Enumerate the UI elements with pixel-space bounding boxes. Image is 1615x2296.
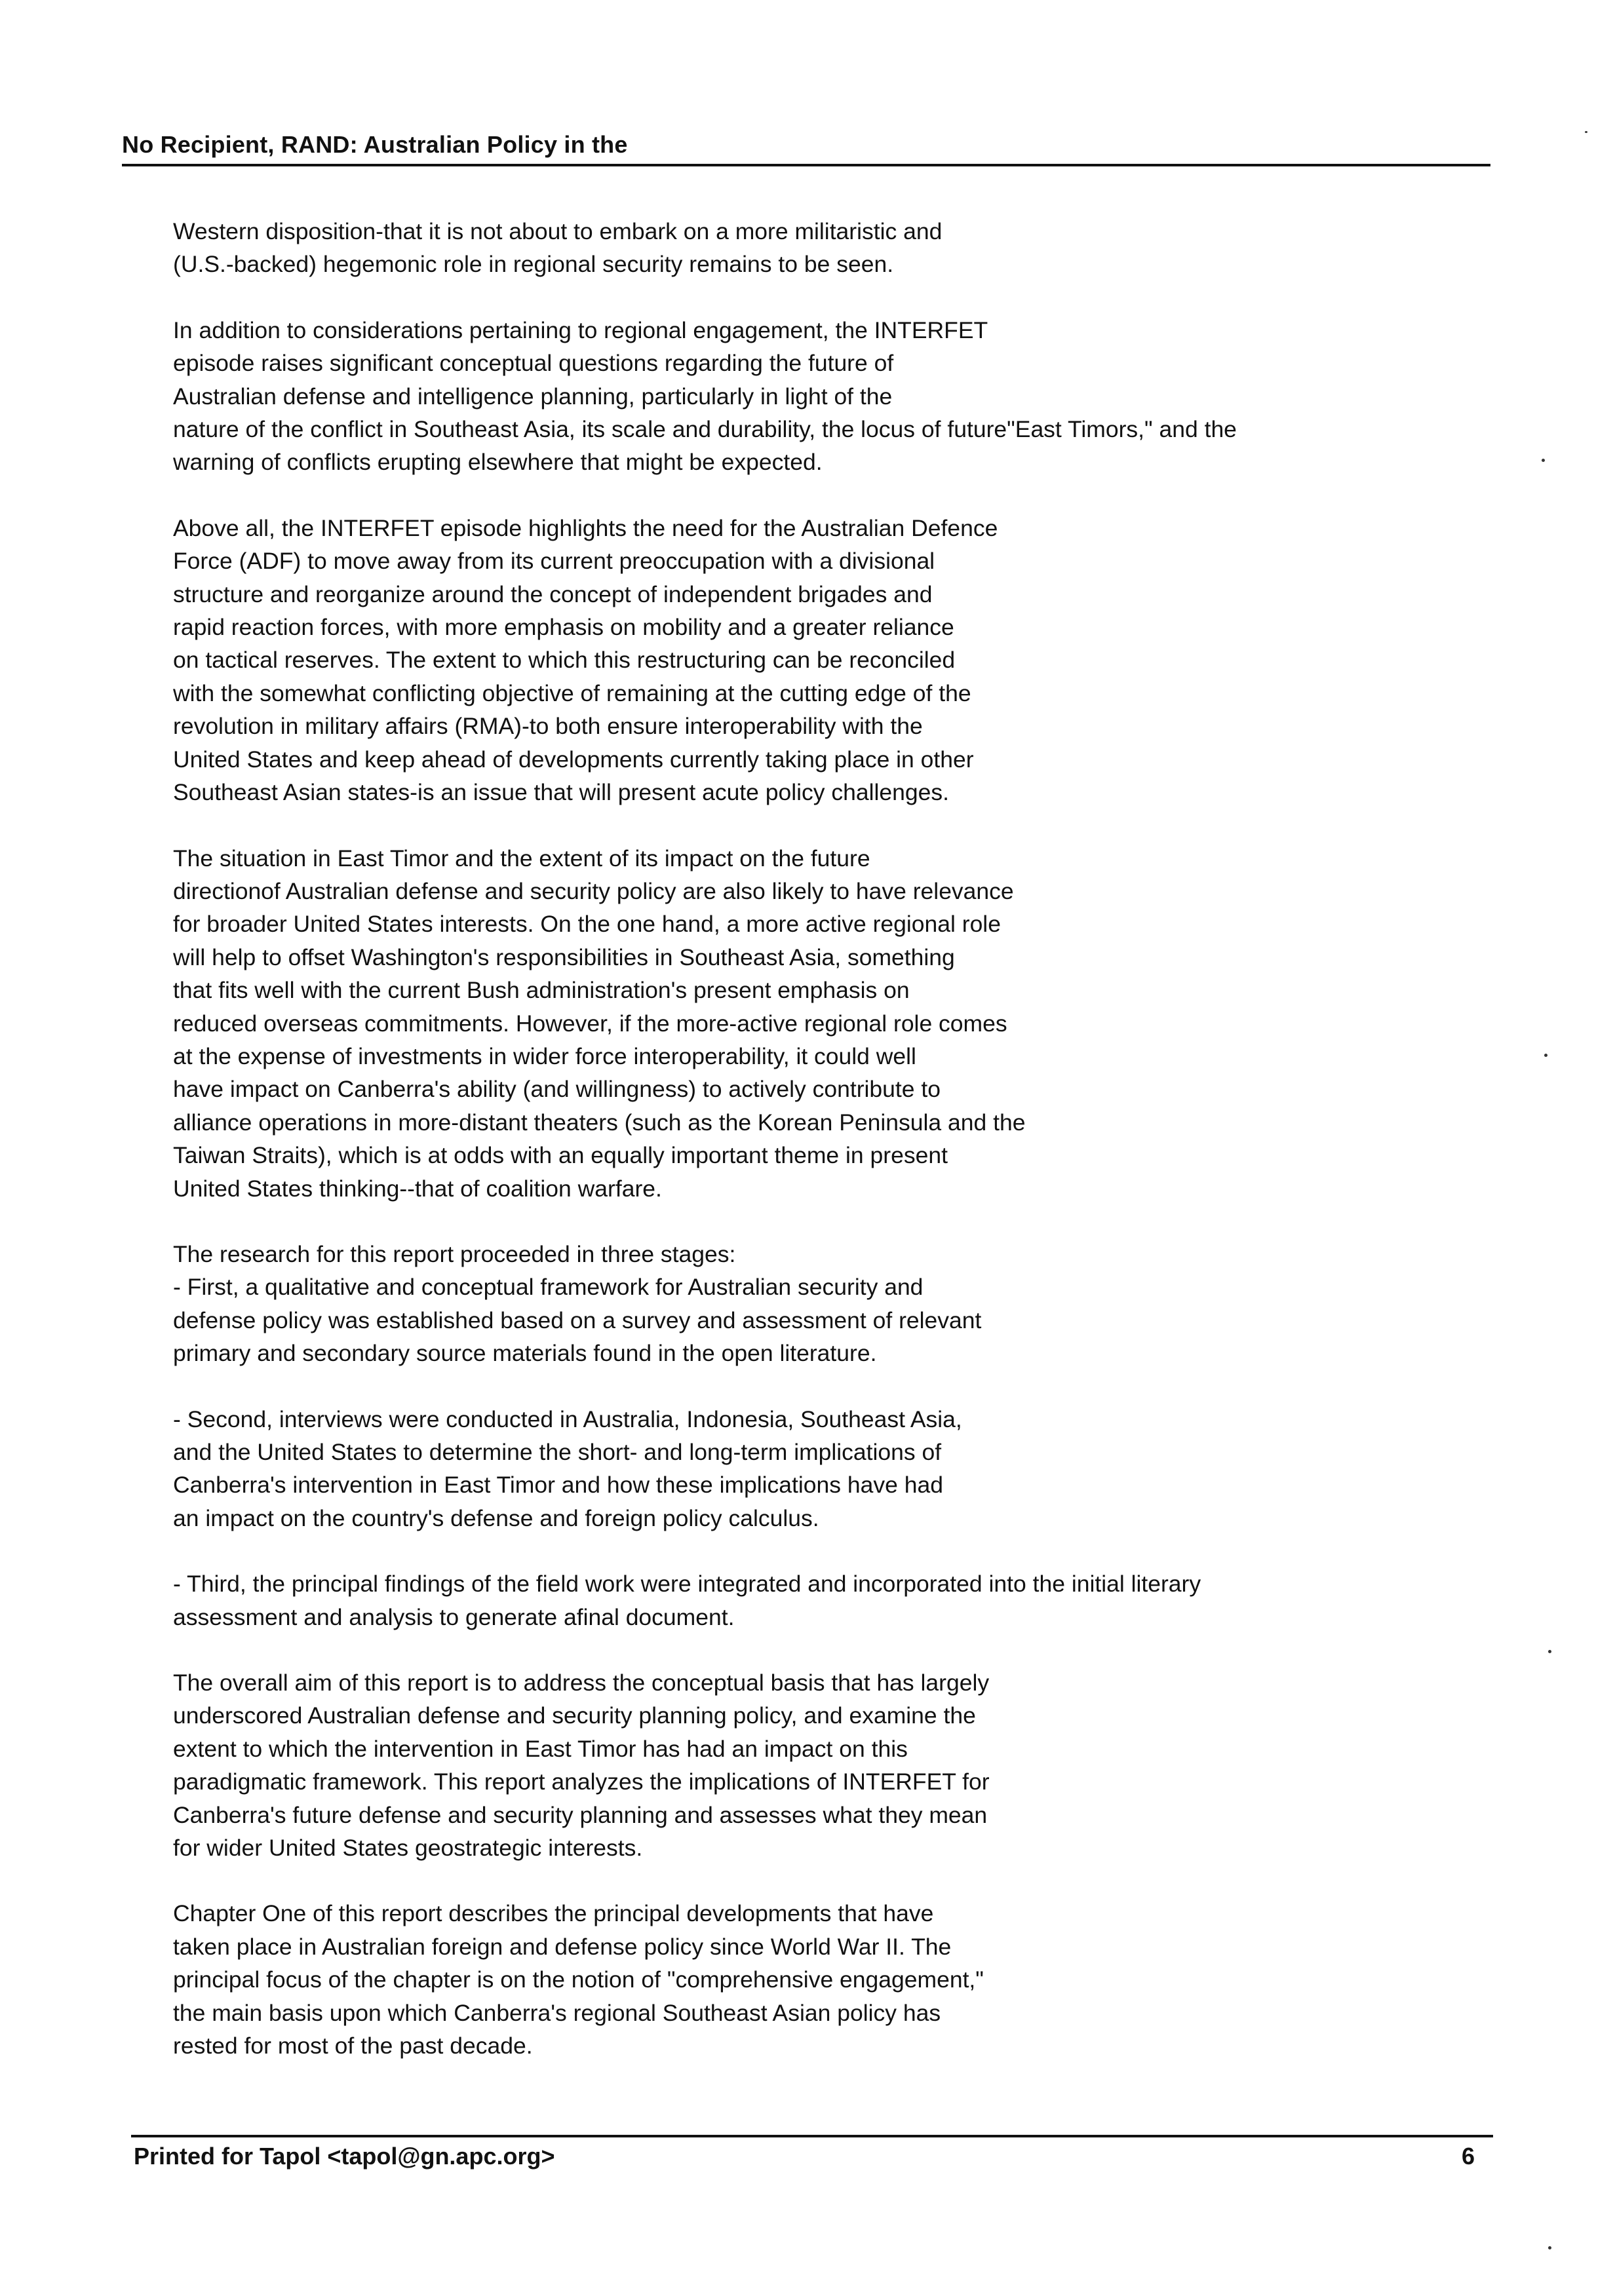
text-line: taken place in Australian foreign and defense policy since World War II. The — [173, 1933, 952, 1960]
text-line: on tactical reserves. The extent to which this restructuring can be reconciled — [173, 647, 956, 674]
text-line: Taiwan Straits), which is at odds with an equally important theme in present — [173, 1142, 948, 1169]
paragraph — [173, 1238, 1517, 1370]
page-number: 6 — [1462, 2143, 1475, 2170]
text-line: primary and secondary source materials found in the open literature. — [173, 1340, 877, 1367]
text-line: Canberra's future defense and security planning and assesses what they mean — [173, 1801, 988, 1828]
text-line: defense policy was established based on a survey and assessment of relevant — [173, 1307, 982, 1333]
text-line: for broader United States interests. On the one hand, a more active regional role — [173, 911, 1001, 938]
paragraph — [173, 1666, 1517, 1864]
text-line: Southeast Asian states-is an issue that will present acute policy challenges. — [173, 779, 949, 806]
text-line: with the somewhat conflicting objective of remaining at the cutting edge of the — [173, 679, 971, 706]
text-line: underscored Australian defense and security planning policy, and examine the — [173, 1702, 976, 1729]
text-line: revolution in military affairs (RMA)-to both ensure interoperability with the — [173, 713, 923, 740]
text-line: paradigmatic framework. This report analyzes the implications of INTERFET for — [173, 1769, 990, 1795]
text-line: The overall aim of this report is to address the conceptual basis that has largely — [173, 1670, 990, 1696]
text-line: In addition to considerations pertaining to regional engagement, the INTERFET — [173, 316, 988, 343]
footer-divider — [131, 2135, 1493, 2137]
paragraph — [173, 1567, 1517, 1634]
text-line: rapid reaction forces, with more emphasis on mobility and a greater reliance — [173, 614, 954, 641]
text-line: alliance operations in more-distant theaters (such as the Korean Peninsula and the — [173, 1109, 1026, 1136]
paragraph — [173, 842, 1517, 1205]
scan-speck — [1544, 1054, 1547, 1057]
scan-speck — [1585, 131, 1587, 133]
paragraph — [173, 1897, 1517, 2062]
text-line: Chapter One of this report describes the principal developments that have — [173, 1900, 934, 1927]
text-line: reduced overseas commitments. However, if the more-active regional role comes — [173, 1010, 1007, 1037]
text-line: Canberra's intervention in East Timor and how these implications have had — [173, 1472, 943, 1499]
text-line: episode raises significant conceptual questions regarding the future of — [173, 350, 894, 377]
text-line: (U.S.-backed) hegemonic role in regional security remains to be seen. — [173, 251, 894, 278]
scan-speck — [1548, 1650, 1551, 1653]
text-line: have impact on Canberra's ability (and willingness) to actively contribute to — [173, 1076, 941, 1103]
text-line: United States thinking--that of coalition warfare. — [173, 1175, 662, 1202]
text-line: principal focus of the chapter is on the notion of "comprehensive engagement," — [173, 1966, 984, 1993]
paragraph — [173, 215, 1517, 281]
text-line: extent to which the intervention in East Timor has had an impact on this — [173, 1735, 908, 1762]
paragraph — [173, 314, 1517, 479]
text-line: that fits well with the current Bush administration's present emphasis on — [173, 977, 910, 1004]
text-line: warning of conflicts erupting elsewhere that might be expected. — [173, 449, 823, 476]
text-line: nature of the conflict in Southeast Asia, its scale and durability, the locus of future"East Timors," and the — [173, 416, 1237, 443]
text-line: Force (ADF) to move away from its current preoccupation with a divisional — [173, 548, 935, 575]
text-line: for wider United States geostrategic interests. — [173, 1835, 643, 1862]
header-divider — [122, 164, 1490, 166]
text-line: an impact on the country's defense and foreign policy calculus. — [173, 1504, 819, 1531]
text-line: directionof Australian defense and security policy are also likely to have relevance — [173, 877, 1014, 904]
paragraph — [173, 1403, 1517, 1535]
text-line: the main basis upon which Canberra's regional Southeast Asian policy has — [173, 1999, 941, 2026]
text-line: - First, a qualitative and conceptual framework for Australian security and — [173, 1274, 924, 1301]
text-line: rested for most of the past decade. — [173, 2033, 533, 2059]
text-line: Western disposition-that it is not about to embark on a more militaristic and — [173, 218, 943, 244]
page-header-title: No Recipient, RAND: Australian Policy in the — [122, 131, 628, 158]
text-line: The situation in East Timor and the extent of its impact on the future — [173, 845, 870, 871]
text-line: United States and keep ahead of developments currently taking place in other — [173, 746, 974, 773]
text-line: structure and reorganize around the concept of independent brigades and — [173, 581, 933, 607]
paragraph — [173, 512, 1517, 809]
text-line: Australian defense and intelligence planning, particularly in light of the — [173, 383, 893, 410]
text-line: Above all, the INTERFET episode highlights the need for the Australian Defence — [173, 514, 998, 541]
scan-speck — [1548, 2246, 1551, 2249]
text-line: assessment and analysis to generate afinal document. — [173, 1603, 735, 1630]
text-line: - Second, interviews were conducted in Australia, Indonesia, Southeast Asia, — [173, 1406, 962, 1432]
text-line: and the United States to determine the short- and long-term implications of — [173, 1439, 942, 1465]
document-body — [173, 215, 1517, 2095]
text-line: - Third, the principal findings of the field work were integrated and incorporated into the initial literary — [173, 1571, 1201, 1598]
text-line: will help to offset Washington's responsibilities in Southeast Asia, something — [173, 944, 955, 970]
text-line: The research for this report proceeded in three stages: — [173, 1240, 736, 1267]
footer-printed-for: Printed for Tapol <tapol@gn.apc.org> — [134, 2143, 555, 2170]
scan-speck — [1542, 459, 1545, 462]
text-line: at the expense of investments in wider force interoperability, it could well — [173, 1043, 916, 1069]
